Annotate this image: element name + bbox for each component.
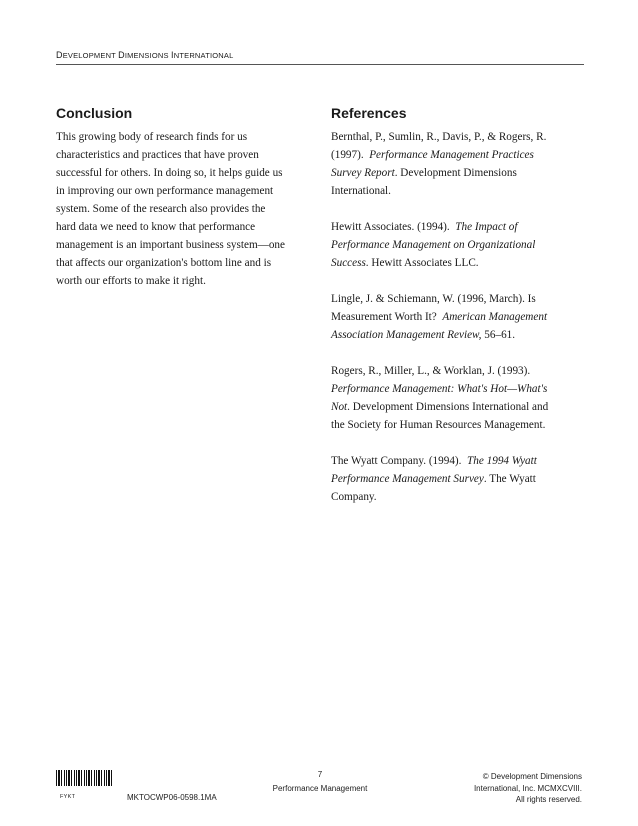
header-divider [56, 64, 584, 65]
paragraph-line: that affects our organization's bottom line and is [56, 257, 272, 269]
barcode-image [56, 770, 114, 786]
reference-entry: Lingle, J. & Schiemann, W. (1996, March). Is Measurement Worth It? American Management Association Management Review, 56–61. [331, 293, 548, 341]
reference-entry: Bernthal, P., Sumlin, R., Davis, P., & Rogers, R. (1997). Performance Management Practices Survey Report. Development Dimensions International. [331, 131, 547, 197]
paragraph-line: This growing body of research finds for us [56, 131, 248, 143]
barcode-caption: FYKT [60, 794, 76, 800]
copyright-notice: © Development Dimensions International, Inc. MCMXCVIII. All rights reserved. [473, 772, 582, 804]
paragraph-line: worth our efforts to make it right. [56, 275, 206, 287]
paragraph-line: characteristics and practices that have proven [56, 149, 259, 161]
paragraph-line: management is an important business system—one [56, 239, 285, 251]
paragraph-line: hard data we need to know that performance [56, 221, 256, 233]
header-word: DEVELOPMENT [56, 50, 119, 60]
conclusion-heading: Conclusion [56, 105, 133, 121]
header-word: DIMENSIONS [118, 50, 172, 60]
reference-entry: The Wyatt Company. (1994). The 1994 Wyatt Performance Management Survey. The Wyatt Company. [331, 455, 537, 503]
page-number: 7 [317, 770, 323, 779]
running-header [56, 50, 584, 60]
paragraph-line: system. Some of the research also provides the [56, 203, 266, 215]
footer-title: Performance Management [272, 784, 368, 793]
references-heading: References [331, 105, 407, 121]
reference-entry: Hewitt Associates. (1994). The Impact of Performance Management on Organizational Success. Hewitt Associates LLC. [331, 221, 536, 269]
reference-entry: Rogers, R., Miller, L., & Worklan, J. (1993). Performance Management: What's Hot—What's Not. Development Dimensions International and the Society for Human Resources Management. [331, 365, 549, 431]
header-word: INTERNATIONAL [171, 50, 234, 60]
conclusion-section [56, 104, 308, 290]
paragraph-line: in improving our own performance management [56, 185, 274, 197]
paragraph-line: successful for others. In doing so, it helps guide us [56, 167, 283, 179]
page-footer [0, 768, 638, 826]
document-code: MKTOCWP06-0598.1MA [127, 793, 217, 802]
conclusion-paragraph [56, 128, 308, 290]
references-section [331, 104, 583, 524]
